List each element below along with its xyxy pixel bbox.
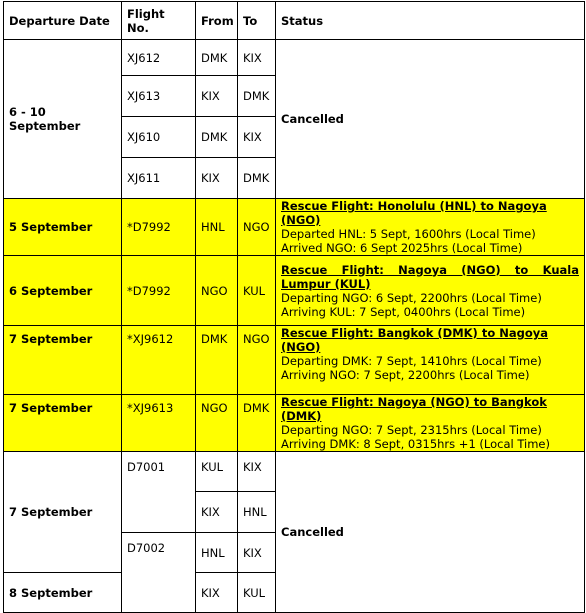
flight-no-cell: *XJ9612 [122, 326, 196, 395]
departure-date-cell: 5 September [4, 199, 122, 256]
header-departure-date: Departure Date [4, 2, 122, 40]
departure-date-cell: 7 September [4, 395, 122, 452]
from-cell: HNL [196, 533, 238, 573]
to-cell: NGO [238, 326, 276, 395]
rescue-row [4, 395, 585, 452]
header-to: To [238, 2, 276, 40]
from-cell: DMK [196, 40, 238, 76]
status-cell: Cancelled [276, 452, 585, 613]
rescue-title: Rescue Flight: Nagoya (NGO) to Kuala Lumpur (KUL) [281, 262, 579, 291]
departure-line: Departing NGO: 7 Sept, 2315hrs (Local Time) [281, 423, 542, 437]
flight-no-cell: D7001 [122, 452, 196, 533]
from-cell: DMK [196, 326, 238, 395]
to-cell: KIX [238, 533, 276, 573]
to-cell: KIX [238, 452, 276, 492]
header-status: Status [276, 2, 585, 40]
status-cell [276, 199, 585, 256]
flight-no-cell: *D7992 [122, 256, 196, 326]
rescue-row [4, 326, 585, 395]
flight-no-cell: *D7992 [122, 199, 196, 256]
to-cell: NGO [238, 199, 276, 256]
rescue-title: Rescue Flight: Bangkok (DMK) to Nagoya (NGO) [281, 326, 548, 354]
table-row [4, 452, 585, 492]
header-row [4, 2, 585, 40]
flight-no-cell: *XJ9613 [122, 395, 196, 452]
header-from: From [196, 2, 238, 40]
from-cell: KIX [196, 158, 238, 199]
rescue-row [4, 199, 585, 256]
departure-date-cell: 7 September [4, 326, 122, 395]
departure-date-cell: 6 - 10 September [4, 40, 122, 199]
from-cell: NGO [196, 395, 238, 452]
flight-no-cell: D7002 [122, 533, 196, 613]
to-cell: KUL [238, 256, 276, 326]
to-cell: DMK [238, 395, 276, 452]
departure-date-cell: 8 September [4, 573, 122, 613]
status-cell [276, 326, 585, 395]
departure-line: Departed HNL: 5 Sept, 1600hrs (Local Time) [281, 227, 536, 241]
arrival-line: Arrived NGO: 6 Sept 2025hrs (Local Time) [281, 241, 523, 255]
rescue-title: Rescue Flight: Nagoya (NGO) to Bangkok (DMK) [281, 395, 547, 423]
to-cell: KIX [238, 117, 276, 158]
flight-status-table [3, 1, 585, 613]
arrival-line: Arriving KUL: 7 Sept, 0400hrs (Local Time) [281, 304, 526, 319]
status-cell [276, 395, 585, 452]
departure-line: Departing NGO: 6 Sept, 2200hrs (Local Time) [281, 290, 542, 305]
arrival-line: Arriving NGO: 7 Sept, 2200hrs (Local Time) [281, 368, 530, 382]
to-cell: KUL [238, 573, 276, 613]
from-cell: KIX [196, 573, 238, 613]
departure-date-cell: 7 September [4, 452, 122, 573]
to-cell: KIX [238, 40, 276, 76]
to-cell: DMK [238, 158, 276, 199]
from-cell: KUL [196, 452, 238, 492]
flight-no-cell: XJ610 [122, 117, 196, 158]
from-cell: HNL [196, 199, 238, 256]
departure-line: Departing DMK: 7 Sept, 1410hrs (Local Time) [281, 354, 542, 368]
from-cell: DMK [196, 117, 238, 158]
flight-no-cell: XJ613 [122, 76, 196, 117]
departure-date-cell: 6 September [4, 256, 122, 326]
to-cell: DMK [238, 76, 276, 117]
from-cell: KIX [196, 76, 238, 117]
status-cell: Cancelled [276, 40, 585, 199]
rescue-row [4, 256, 585, 326]
from-cell: KIX [196, 492, 238, 533]
table-row [4, 40, 585, 76]
arrival-line: Arriving DMK: 8 Sept, 0315hrs +1 (Local Time) [281, 437, 550, 451]
flight-no-cell: XJ611 [122, 158, 196, 199]
rescue-title: Rescue Flight: Honolulu (HNL) to Nagoya (NGO) [281, 199, 547, 227]
to-cell: HNL [238, 492, 276, 533]
status-cell [276, 256, 585, 326]
from-cell: NGO [196, 256, 238, 326]
header-flight-no: Flight No. [122, 2, 196, 40]
flight-no-cell: XJ612 [122, 40, 196, 76]
